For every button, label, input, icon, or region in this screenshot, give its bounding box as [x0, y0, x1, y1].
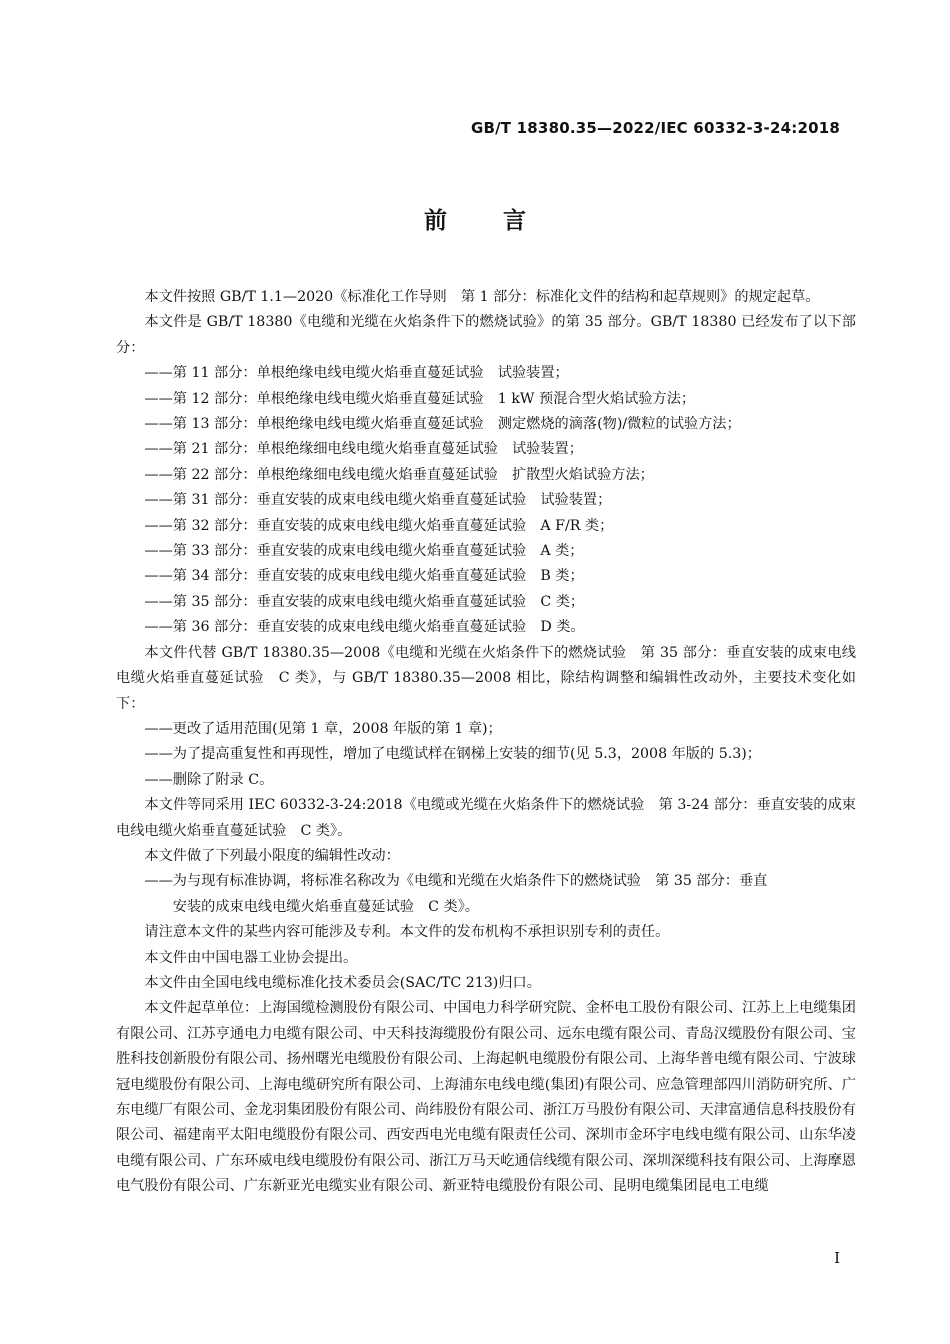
- paragraph-replacement: 本文件代替 GB/T 18380.35—2008《电缆和光缆在火焰条件下的燃烧试验 第 35 部分：垂直安装的成束电线电缆火焰垂直蔓延试验 C 类》，与 GB/T 18380.35—2008 相比，除结构调整和编辑性改动外，主要技术变化如下：: [116, 644, 856, 712]
- change-list-item: ——更改了适用范围(见第 1 章，2008 年版的第 1 章)；: [144, 720, 502, 737]
- editorial-change-item: [116, 869, 856, 920]
- change-list-item: ——删除了附录 C。: [144, 771, 274, 788]
- page-number: I: [834, 1249, 840, 1267]
- part-list-item: ——第 32 部分：垂直安装的成束电线电缆火焰垂直蔓延试验 A F/R 类；: [144, 517, 614, 534]
- foreword-body: [116, 285, 856, 1200]
- paragraph-proposer: 本文件由中国电器工业协会提出。: [144, 949, 358, 966]
- part-list-item: ——第 33 部分：垂直安装的成束电线电缆火焰垂直蔓延试验 A 类；: [144, 543, 584, 560]
- page-title: [0, 202, 950, 235]
- paragraph-editorial-changes: 本文件做了下列最小限度的编辑性改动：: [144, 847, 400, 864]
- paragraph-drafting-units: 本文件起草单位：上海国缆检测股份有限公司、中国电力科学研究院、金杯电工股份有限公司、江苏上上电缆集团有限公司、江苏亨通电力电缆有限公司、中天科技海缆股份有限公司、远东电缆有限公司、青岛汉缆股份有限公司、宝胜科技创新股份有限公司、扬州曙光电缆股份有限公司、上海起帆电缆股份有限公司、上海华普电缆有限公司、宁波球冠电缆股份有限公司、上海电缆研究所有限公司、上海浦东电线电缆(集团)有限公司、应急管理部四川消防研究所、广东电缆厂有限公司、金龙羽集团股份有限公司、尚纬股份有限公司、浙江万马股份有限公司、天津富通信息科技股份有限公司、福建南平太阳电缆股份有限公司、西安西电光电缆有限责任公司、深圳市金环宇电线电缆有限公司、山东华凌电缆有限公司、广东环威电线电缆股份有限公司、浙江万马天屹通信线缆有限公司、深圳深缆科技有限公司、上海摩恩电气股份有限公司、广东新亚光电缆实业有限公司、新亚特电缆股份有限公司、昆明电缆集团昆电工电缆: [116, 1000, 856, 1195]
- part-list-item: ——第 12 部分：单根绝缘电线电缆火焰垂直蔓延试验 1 kW 预混合型火焰试验方法；: [144, 390, 696, 407]
- part-list-item: ——第 11 部分：单根绝缘电线电缆火焰垂直蔓延试验 试验装置；: [144, 365, 569, 382]
- paragraph-committee: 本文件由全国电线电缆标准化技术委员会(SAC/TC 213)归口。: [144, 974, 541, 991]
- part-list-item: ——第 35 部分：垂直安装的成束电线电缆火焰垂直蔓延试验 C 类；: [144, 593, 585, 610]
- paragraph-drafting-basis: 本文件按照 GB/T 1.1—2020《标准化工作导则 第 1 部分：标准化文件的结构和起草规则》的规定起草。: [144, 289, 820, 305]
- standard-number-header: GB/T 18380.35—2022/IEC 60332-3-24:2018: [470, 119, 840, 137]
- part-list-item: ——第 21 部分：单根绝缘细电线电缆火焰垂直蔓延试验 试验装置；: [144, 441, 583, 458]
- change-list-item: ——为了提高重复性和再现性，增加了电缆试样在钢梯上安装的细节(见 5.3，2008 年版的 5.3)；: [144, 746, 761, 763]
- paragraph-series-intro: 本文件是 GB/T 18380《电缆和光缆在火焰条件下的燃烧试验》的第 35 部分。GB/T 18380 已经发布了以下部分：: [116, 314, 856, 356]
- paragraph-patent-notice: 请注意本文件的某些内容可能涉及专利。本文件的发布机构不承担识别专利的责任。: [144, 924, 670, 941]
- paragraph-iec-adoption: 本文件等同采用 IEC 60332-3-24:2018《电缆或光缆在火焰条件下的燃烧试验 第 3-24 部分：垂直安装的成束电线电缆火焰垂直蔓延试验 C 类》。: [116, 797, 856, 839]
- editorial-change-line-1: ——为与现有标准协调，将标准名称改为《电缆和光缆在火焰条件下的燃烧试验 第 35 部分：垂直: [144, 873, 768, 890]
- editorial-change-line-2: 安装的成束电线电缆火焰垂直蔓延试验 C 类》。: [172, 898, 479, 915]
- part-list-item: ——第 36 部分：垂直安装的成束电线电缆火焰垂直蔓延试验 D 类。: [144, 619, 585, 636]
- part-list-item: ——第 31 部分：垂直安装的成束电线电缆火焰垂直蔓延试验 试验装置；: [144, 492, 612, 509]
- title-char-1: 前: [424, 208, 447, 234]
- title-char-2: 言: [503, 208, 526, 234]
- part-list-item: ——第 13 部分：单根绝缘电线电缆火焰垂直蔓延试验 测定燃烧的滴落(物)/微粒的试验方法；: [144, 416, 741, 433]
- part-list-item: ——第 22 部分：单根绝缘细电线电缆火焰垂直蔓延试验 扩散型火焰试验方法；: [144, 466, 654, 483]
- part-list-item: ——第 34 部分：垂直安装的成束电线电缆火焰垂直蔓延试验 B 类；: [144, 568, 584, 585]
